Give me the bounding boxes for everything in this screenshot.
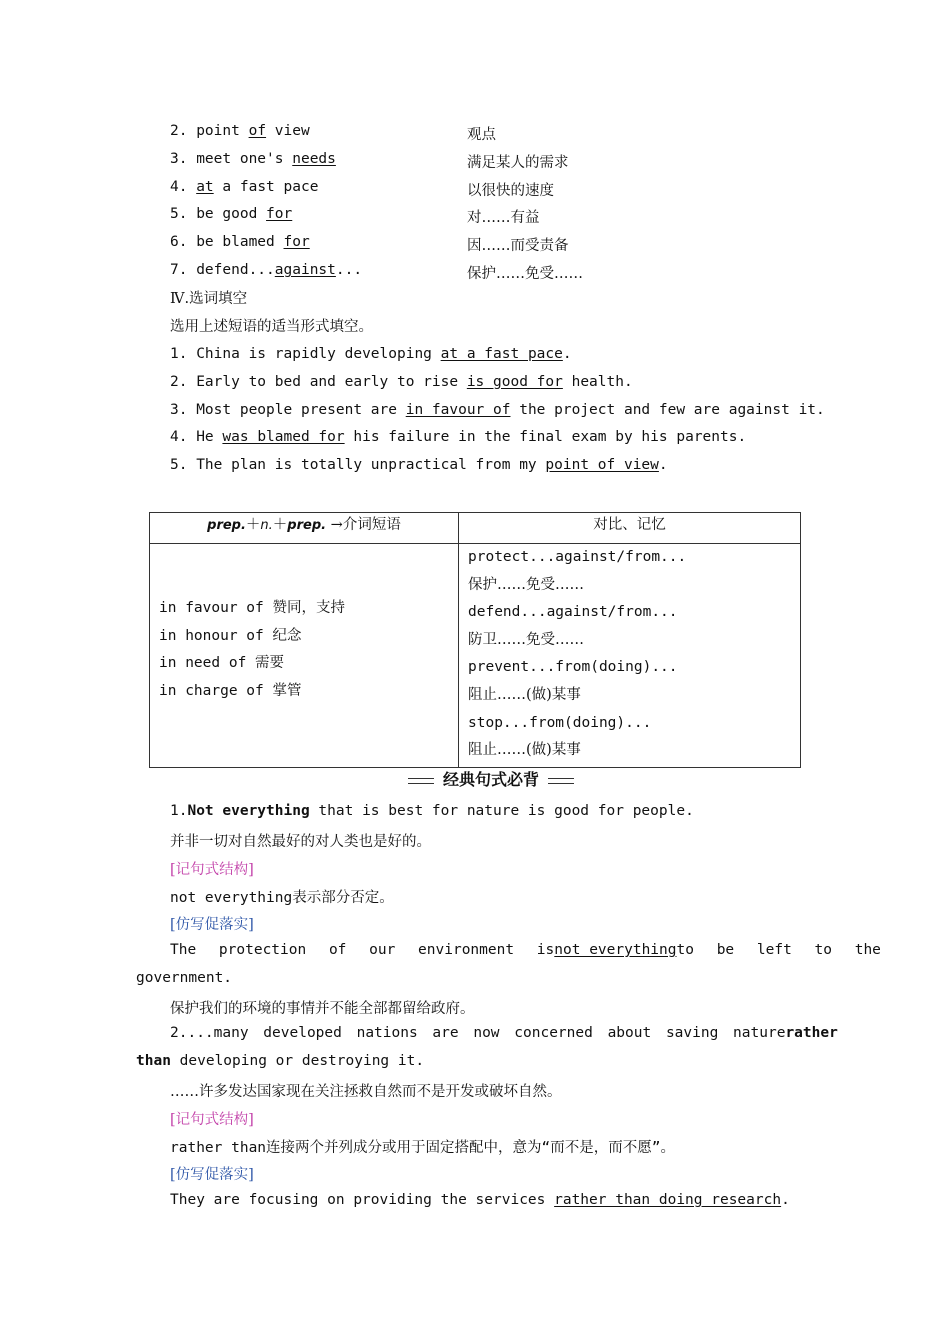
table-header-right: 对比、记忆 xyxy=(459,513,801,544)
phrase-meaning: 对……有益 xyxy=(467,210,540,227)
phrase-item: 2. point of view xyxy=(170,123,310,139)
phrase-meaning: 满足某人的需求 xyxy=(467,154,569,171)
fill-item: 5. The plan is totally unpractical from my point of view. xyxy=(170,457,668,474)
practice-1-line1: The protection of our environment is not everything to be left to the xyxy=(170,942,881,958)
practice-2: They are focusing on providing the services rather than doing research. xyxy=(170,1192,790,1208)
fill-item: 2. Early to bed and early to rise is good for health. xyxy=(170,373,633,390)
fill-item: 1. China is rapidly developing at a fast pace. xyxy=(170,346,572,362)
phrase-item: 4. at a fast pace xyxy=(170,178,319,195)
table-right-cell xyxy=(459,544,801,768)
struct-tag-2: [记句式结构] xyxy=(170,1112,254,1128)
phrase-meaning: 以很快的速度 xyxy=(467,182,554,199)
phrase-meaning: 保护……免受…… xyxy=(467,266,583,282)
section-instruction: 选用上述短语的适当形式填空。 xyxy=(170,319,373,335)
sentence-1-translation: 并非一切对自然最好的对人类也是好的。 xyxy=(170,834,431,850)
phrase-meaning: 观点 xyxy=(467,127,496,143)
table-left-item: in need of 需要 xyxy=(159,655,285,672)
fill-item: 4. He was blamed for his failure in the final exam by his parents. xyxy=(170,429,747,446)
table-right-item: defend...against/from... xyxy=(468,604,678,621)
phrase-item: 7. defend...against... xyxy=(170,262,363,278)
phrase-meaning: 因……而受责备 xyxy=(467,238,569,255)
struct-tag-1: [记句式结构] xyxy=(170,862,254,878)
table-header-left: prep.＋n.＋prep. →介词短语 xyxy=(150,513,459,544)
table-right-item: protect...against/from... xyxy=(468,549,687,565)
sentence-2-line1: 2....many developed nations are now concerned about saving nature rather xyxy=(170,1025,838,1041)
practice-1-line2: government. xyxy=(136,970,233,986)
sentence-2-line2: than developing or destroying it. xyxy=(136,1053,425,1069)
table-left-cell xyxy=(150,544,459,768)
table-right-item: stop...from(doing)... xyxy=(468,714,652,731)
table-left-item: in charge of 掌管 xyxy=(159,682,302,699)
phrase-table xyxy=(149,512,801,768)
practice-tag-2: [仿写促落实] xyxy=(170,1167,254,1183)
table-right-item: 阻止……(做)某事 xyxy=(468,742,581,759)
table-right-item: 保护……免受…… xyxy=(468,576,584,593)
table-right-item: 防卫……免受…… xyxy=(468,631,584,648)
phrase-item: 3. meet one's needs xyxy=(170,150,336,167)
phrase-item: 6. be blamed for xyxy=(170,234,310,251)
struct-note-1: not everything表示部分否定。 xyxy=(170,890,394,906)
struct-note-2: rather than连接两个并列成分或用于固定搭配中，意为“而不是，而不愿”。 xyxy=(170,1140,675,1156)
table-right-item: 阻止……(做)某事 xyxy=(468,686,581,703)
practice-1-translation: 保护我们的环境的事情并不能全部都留给政府。 xyxy=(170,1001,475,1017)
section-banner xyxy=(408,768,574,792)
sentence-2-translation: ……许多发达国家现在关注拯救自然而不是开发或破坏自然。 xyxy=(170,1084,562,1100)
phrase-item: 5. be good for xyxy=(170,206,293,223)
practice-tag-1: [仿写促落实] xyxy=(170,917,254,933)
table-left-item: in favour of 赞同，支持 xyxy=(159,600,345,616)
sentence-1: 1.Not everything that is best for nature is good for people. xyxy=(170,803,694,819)
table-right-item: prevent...from(doing)... xyxy=(468,659,678,676)
section-title: Ⅳ.选词填空 xyxy=(170,291,248,307)
table-left-item: in honour of 纪念 xyxy=(159,627,302,644)
banner-title: 经典句式必背 xyxy=(442,770,539,789)
fill-item: 3. Most people present are in favour of the project and few are against it. xyxy=(170,401,825,418)
